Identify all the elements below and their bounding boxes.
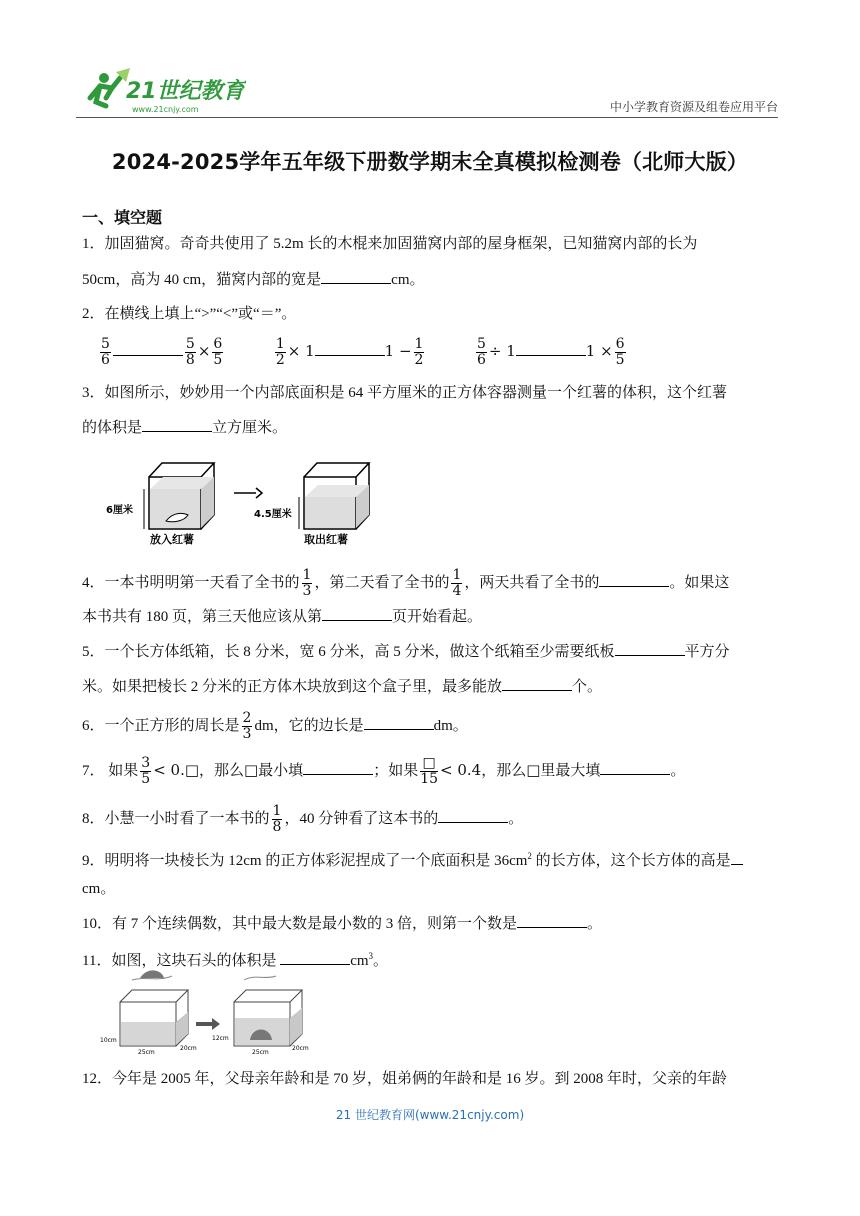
tank-after <box>212 976 309 1056</box>
question-8: 8．小慧一小时看了一本书的 $\frac{1}{8}$ ，40 分钟看了这本书的 。 <box>82 803 524 835</box>
cube-with-sweet-potato <box>106 463 214 546</box>
fraction: $\frac{1}{2}$ <box>414 336 424 368</box>
fraction: $\frac{1}{4}$ <box>452 567 462 599</box>
question-5-line-1: 5．一个长方体纸箱，长 8 分米，宽 6 分米，高 5 分米，做这个纸箱至少需要纸板 平方分 <box>82 641 778 662</box>
answer-blank[interactable] <box>142 417 212 432</box>
answer-blank[interactable] <box>502 676 572 691</box>
tank-before <box>100 970 197 1056</box>
fraction: $\frac{1}{3}$ <box>302 567 312 599</box>
answer-blank[interactable] <box>615 641 685 656</box>
answer-blank[interactable] <box>364 715 434 730</box>
question-2-comparisons: $\frac{5}{6}$ $\frac{5}{8}$ × $\frac{6}{5}$ $\frac{1}{2}$ × 1 1 − $\frac{1}{2}$ $\frac{5}{6}$ ÷ 1 1 × $\frac{6}{5}$ <box>101 336 625 368</box>
answer-blank[interactable] <box>516 341 586 356</box>
answer-blank[interactable] <box>321 269 391 284</box>
fraction: $\frac{3}{5}$ <box>141 755 151 787</box>
cube-without-sweet-potato <box>254 463 369 546</box>
question-3-line-2: 的体积是 立方厘米。 <box>82 417 778 438</box>
question-1-line-1: 1．加固猫窝。奇奇共使用了 5.2m 长的木棍来加固猫窝内部的屋身框架，已知猫窝内部的长为 <box>82 236 698 252</box>
svg-text:放入红薯: 放入红薯 <box>150 533 194 546</box>
question-9-line-1: 9．明明将一块棱长为 12cm 的正方体彩泥捏成了一个底面积是 $36cm^2$ 的长方体，这个长方体的高是 <box>82 846 778 871</box>
answer-blank[interactable] <box>599 572 669 587</box>
question-2: 2．在横线上填上“>”“<”或“＝”。 <box>82 306 297 322</box>
header-platform-text: 中小学教育资源及组卷应用平台 <box>609 100 778 114</box>
section-heading: 一、填空题 <box>82 208 163 227</box>
fraction: $\frac{2}{3}$ <box>242 710 252 742</box>
question-3-line-1: 3．如图所示，妙妙用一个内部底面积是 64 平方厘米的正方体容器测量一个红薯的体积，这个红薯 <box>82 385 728 401</box>
question-1-line-2: 50cm，高为 40 cm，猫窝内部的宽是 cm。 <box>82 269 778 290</box>
answer-blank[interactable] <box>280 950 350 965</box>
svg-text:www.21cnjy.com: www.21cnjy.com <box>132 105 199 114</box>
fraction: $\frac{5}{6}$ <box>476 336 486 368</box>
question-7: 7． 如果 $\frac{3}{5}$ < 0.□，那么□最小填 ；如果 $\frac{□}{15}$ < 0.4，那么□里最大填 。 <box>82 755 686 787</box>
question-5-line-2: 米。如果把棱长 2 分米的正方体木块放到这个盒子里，最多能放 个。 <box>82 676 778 697</box>
fraction: $\frac{6}{5}$ <box>615 336 625 368</box>
svg-text:12cm: 12cm <box>212 1035 229 1042</box>
arrow-right-icon <box>196 1018 220 1030</box>
stone-tank-figure <box>100 966 310 1063</box>
answer-blank[interactable] <box>315 341 385 356</box>
header-divider <box>76 117 778 118</box>
fraction: $\frac{1}{2}$ <box>275 336 285 368</box>
fraction: $\frac{□}{15}$ <box>420 755 439 787</box>
fraction: $\frac{6}{5}$ <box>213 336 223 368</box>
svg-text:20cm: 20cm <box>292 1045 309 1052</box>
svg-text:6厘米: 6厘米 <box>106 505 133 516</box>
svg-text:4.5厘米: 4.5厘米 <box>254 509 292 520</box>
fraction: $\frac{1}{8}$ <box>272 803 282 835</box>
answer-blank[interactable] <box>438 808 508 823</box>
question-9-line-2: cm。 <box>82 881 116 897</box>
question-6: 6．一个正方形的周长是 $\frac{2}{3}$ dm，它的边长是 dm。 <box>82 710 468 742</box>
answer-blank[interactable] <box>303 760 373 775</box>
container-figure <box>104 455 374 552</box>
page-title: 2024-2025学年五年级下册数学期末全真模拟检测卷（北师大版） <box>111 150 749 174</box>
svg-text:21世纪教育: 21世纪教育 <box>126 79 245 104</box>
page-footer[interactable]: 21 世纪教育网(www.21cnjy.com) <box>335 1108 525 1122</box>
svg-text:取出红薯: 取出红薯 <box>304 533 348 546</box>
fraction: $\frac{5}{8}$ <box>185 336 195 368</box>
fraction: $\frac{5}{6}$ <box>101 336 110 368</box>
runner-icon <box>90 68 130 106</box>
question-11: 11．如图，这块石头的体积是 $cm^3$。 <box>82 951 389 969</box>
question-4-line-2: 本书共有 180 页，第三天他应该从第 页开始看起。 <box>82 606 778 627</box>
svg-text:25cm: 25cm <box>252 1049 269 1056</box>
answer-blank[interactable] <box>600 760 670 775</box>
question-10: 10．有 7 个连续偶数，其中最大数是最小数的 3 倍，则第一个数是 。 <box>82 913 778 934</box>
answer-blank[interactable] <box>731 850 743 865</box>
stone-icon <box>140 970 164 978</box>
answer-blank[interactable] <box>517 913 587 928</box>
site-logo <box>76 68 246 118</box>
question-4-line-1: 4．一本书明明第一天看了全书的 $\frac{1}{3}$ ，第二天看了全书的 $\frac{1}{4}$ ，两天共看了全书的 。如果这 <box>82 567 730 599</box>
svg-text:25cm: 25cm <box>138 1049 155 1056</box>
question-12: 12．今年是 2005 年，父母亲年龄和是 70 岁，姐弟俩的年龄和是 16 岁。到 2008 年时，父亲的年龄 <box>82 1071 728 1087</box>
answer-blank[interactable] <box>113 341 183 356</box>
arrow-right-icon <box>234 488 262 498</box>
svg-text:20cm: 20cm <box>180 1045 197 1052</box>
svg-text:10cm: 10cm <box>100 1037 117 1044</box>
answer-blank[interactable] <box>322 606 392 621</box>
